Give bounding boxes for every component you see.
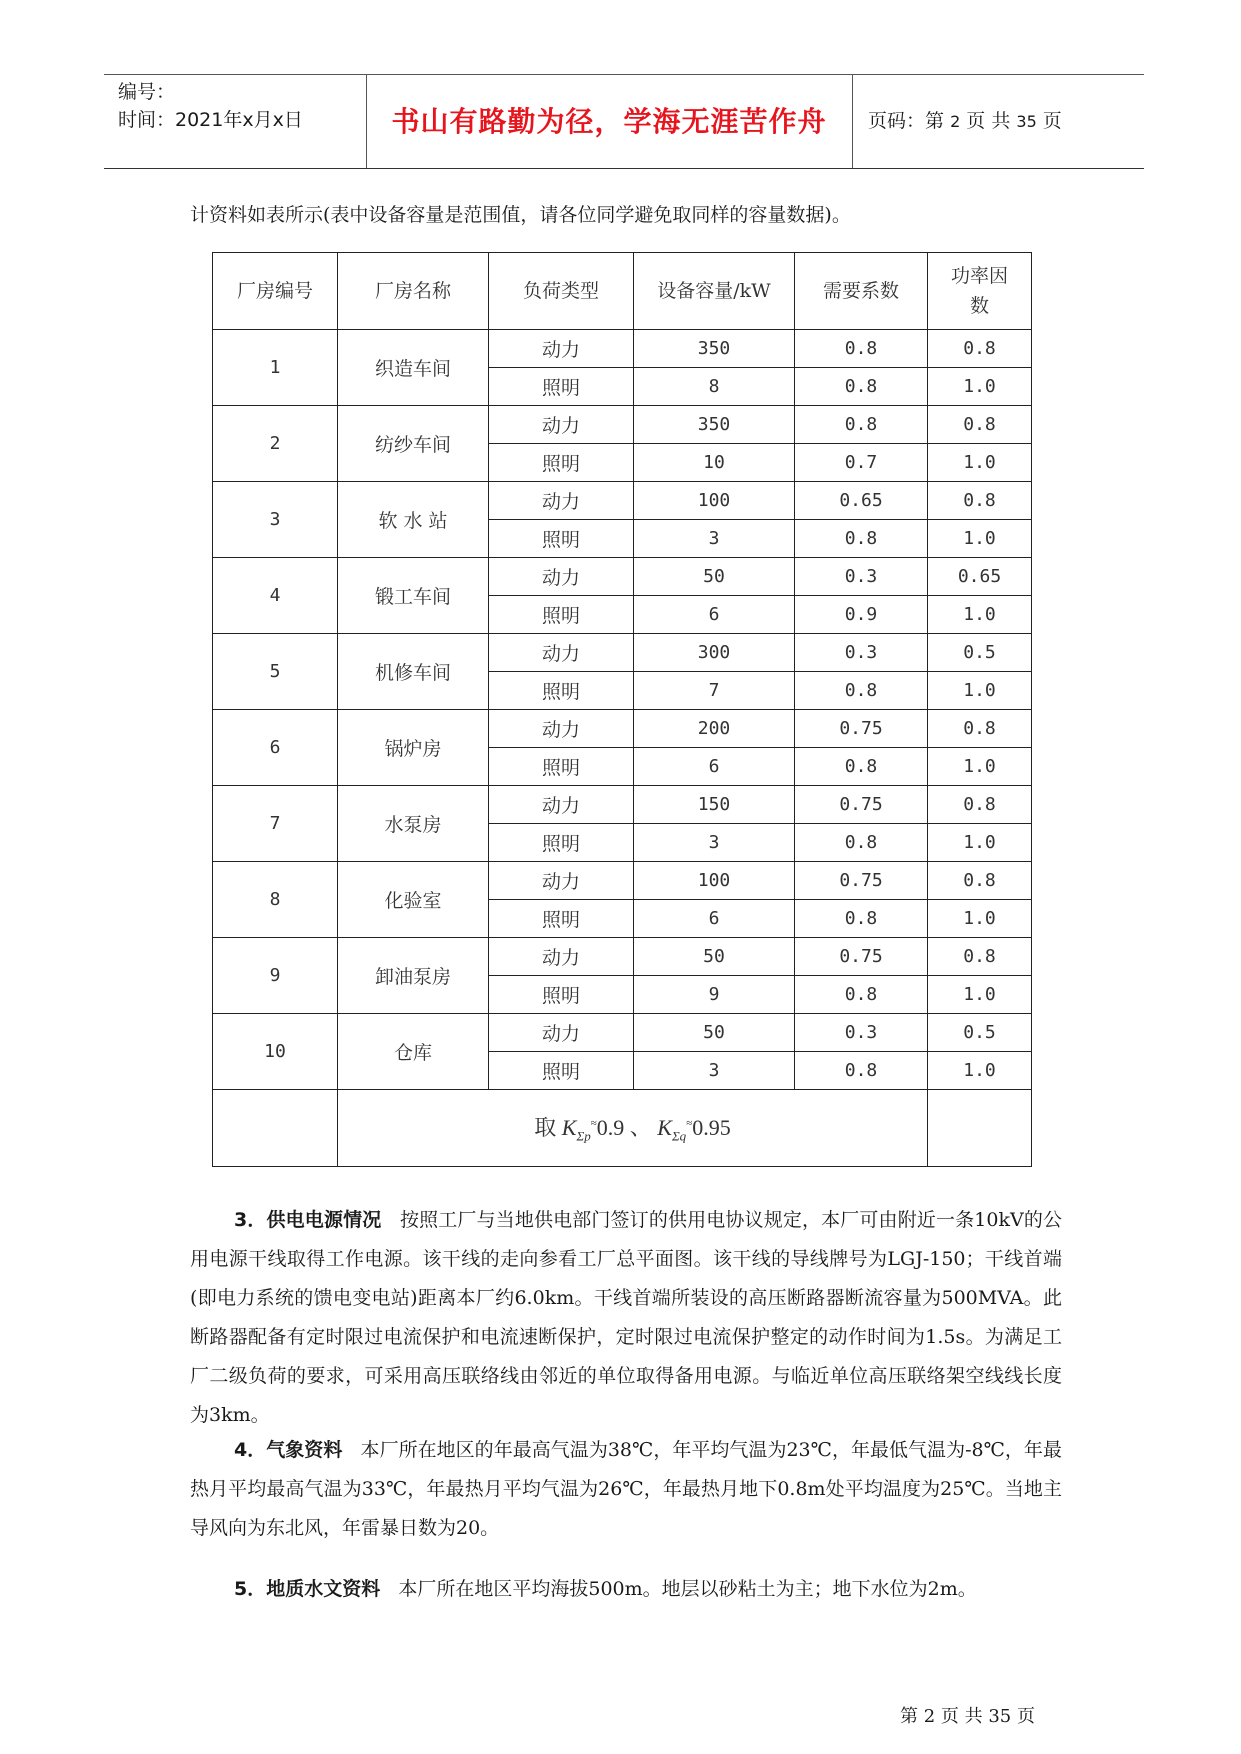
factory-id-cell: 4: [213, 558, 338, 634]
capacity-cell: 3: [634, 520, 795, 558]
power-factor-cell: 1.0: [928, 596, 1032, 634]
load-type-cell: 动力: [489, 330, 634, 368]
demand-factor-cell: 0.75: [795, 938, 928, 976]
factory-name-cell: 软 水 站: [338, 482, 489, 558]
header-cell-name: 厂房名称: [338, 253, 489, 330]
section-text: 按照工厂与当地供电部门签订的供用电协议规定，本厂可由附近一条10kV的公用电源干线取得工作电源。该干线的走向参看工厂总平面图。该干线的导线牌号为LGJ-150；干线首端(即电力系统的馈电变电站)距离本厂约6.0km。干线首端所装设的高压断路器断流容量为500MVA。此断路器配备有定时限过电流保护和电流速断保护，定时限过电流保护整定的动作时间为1.5s。为满足工厂二级负荷的要求，可采用高压联络线由邻近的单位取得备用电源。与临近单位高压联络架空线线长度为3km。: [190, 1209, 1062, 1426]
capacity-cell: 350: [634, 406, 795, 444]
demand-factor-cell: 0.75: [795, 710, 928, 748]
section-title: 供电电源情况: [266, 1209, 382, 1231]
factory-name-cell: 卸油泵房: [338, 938, 489, 1014]
section-weather: 4．气象资料 本厂所在地区的年最高气温为38℃，年平均气温为23℃，年最低气温为-8℃，年最热月平均最高气温为33℃，年最热月平均气温为26℃，年最热月地下0.8m处平均温度为25℃。当地主导风向为东北风，年雷暴日数为20。: [190, 1439, 1062, 1539]
factory-name-cell: 仓库: [338, 1014, 489, 1090]
factory-id-cell: 3: [213, 482, 338, 558]
demand-factor-cell: 0.9: [795, 596, 928, 634]
factory-id-cell: 5: [213, 634, 338, 710]
table-row: [213, 938, 1032, 976]
capacity-cell: 50: [634, 558, 795, 596]
section-text: 本厂所在地区平均海拔500m。地层以砂粘土为主；地下水位为2m。: [398, 1578, 977, 1600]
table-row: [213, 482, 1032, 520]
header-bottom-rule: [104, 168, 1144, 169]
table-row: [213, 862, 1032, 900]
demand-factor-cell: 0.3: [795, 634, 928, 672]
factory-name-cell: 锻工车间: [338, 558, 489, 634]
demand-factor-cell: 0.75: [795, 786, 928, 824]
table-header-row: [213, 253, 1032, 330]
demand-factor-cell: 0.8: [795, 976, 928, 1014]
document-time: 时间：2021年x月x日: [118, 109, 303, 131]
page-prefix: 页码：第: [868, 110, 945, 132]
load-type-cell: 照明: [489, 1052, 634, 1090]
table-formula-row: [213, 1090, 1032, 1167]
power-factor-cell: 1.0: [928, 1052, 1032, 1090]
power-factor-cell: 0.8: [928, 710, 1032, 748]
table-row: [213, 558, 1032, 596]
load-type-cell: 照明: [489, 596, 634, 634]
load-type-cell: 动力: [489, 406, 634, 444]
load-type-cell: 照明: [489, 368, 634, 406]
capacity-cell: 50: [634, 938, 795, 976]
page-suffix: 页: [1042, 110, 1062, 132]
header-page-info: [868, 106, 1062, 133]
header-meta: [118, 78, 303, 134]
power-factor-cell: 0.65: [928, 558, 1032, 596]
power-factor-cell: 0.5: [928, 634, 1032, 672]
section-power-supply: 3．供电电源情况 按照工厂与当地供电部门签订的供用电协议规定，本厂可由附近一条10kV的公用电源干线取得工作电源。该干线的走向参看工厂总平面图。该干线的导线牌号为LGJ-150；干线首端(即电力系统的馈电变电站)距离本厂约6.0km。干线首端所装设的高压断路器断流容量为500MVA。此断路器配备有定时限过电流保护和电流速断保护，定时限过电流保护整定的动作时间为1.5s。为满足工厂二级负荷的要求，可采用高压联络线由邻近的单位取得备用电源。与临近单位高压联络架空线线长度为3km。: [190, 1209, 1062, 1426]
page-footer: 第 2 页 共 35 页: [900, 1706, 1035, 1727]
factory-id-cell: 8: [213, 862, 338, 938]
power-factor-cell: 0.5: [928, 1014, 1032, 1052]
factory-id-cell: 1: [213, 330, 338, 406]
demand-factor-cell: 0.8: [795, 672, 928, 710]
capacity-cell: 50: [634, 1014, 795, 1052]
load-type-cell: 照明: [489, 900, 634, 938]
formula-cell: [338, 1090, 928, 1167]
power-factor-cell: 1.0: [928, 368, 1032, 406]
capacity-cell: 6: [634, 596, 795, 634]
section-title: 气象资料: [266, 1439, 343, 1461]
power-factor-cell: 0.8: [928, 938, 1032, 976]
load-type-cell: 动力: [489, 634, 634, 672]
load-type-cell: 照明: [489, 672, 634, 710]
capacity-cell: 6: [634, 748, 795, 786]
capacity-cell: 100: [634, 482, 795, 520]
header-motto: 书山有路勤为径，学海无涯苦作舟: [391, 105, 827, 138]
factory-name-cell: 水泵房: [338, 786, 489, 862]
header-cell-id: 厂房编号: [213, 253, 338, 330]
header-top-rule: [104, 74, 1144, 75]
demand-factor-cell: 0.8: [795, 748, 928, 786]
section-text: 本厂所在地区的年最高气温为38℃，年平均气温为23℃，年最低气温为-8℃，年最热月平均最高气温为33℃，年最热月平均气温为26℃，年最热月地下0.8m处平均温度为25℃。当地主导风向为东北风，年雷暴日数为20。: [190, 1439, 1062, 1539]
load-type-cell: 照明: [489, 976, 634, 1014]
load-type-cell: 照明: [489, 748, 634, 786]
load-type-cell: 动力: [489, 710, 634, 748]
header-cell-demand-factor: 需要系数: [795, 253, 928, 330]
header-cell-power-factor: 功率因数: [928, 253, 1032, 330]
demand-factor-cell: 0.8: [795, 330, 928, 368]
factory-name-cell: 织造车间: [338, 330, 489, 406]
load-type-cell: 照明: [489, 444, 634, 482]
demand-factor-cell: 0.65: [795, 482, 928, 520]
coefficient-formula: 取 $K_{\Sigma p}^\approx 0.9$ 、 $K_{\Sigma q}^\approx 0.95$: [534, 1115, 731, 1144]
demand-factor-cell: 0.75: [795, 862, 928, 900]
factory-id-cell: 2: [213, 406, 338, 482]
demand-factor-cell: 0.8: [795, 824, 928, 862]
document-number-label: 编号：: [118, 81, 176, 103]
power-factor-cell: 1.0: [928, 748, 1032, 786]
load-type-cell: 动力: [489, 558, 634, 596]
demand-factor-cell: 0.8: [795, 368, 928, 406]
factory-name-cell: 机修车间: [338, 634, 489, 710]
page-total: 35: [1016, 112, 1037, 131]
power-factor-cell: 0.8: [928, 406, 1032, 444]
power-factor-cell: 1.0: [928, 824, 1032, 862]
table-row: [213, 1014, 1032, 1052]
power-factor-cell: 1.0: [928, 444, 1032, 482]
capacity-cell: 7: [634, 672, 795, 710]
header-divider-left: [366, 74, 367, 168]
capacity-cell: 8: [634, 368, 795, 406]
load-type-cell: 动力: [489, 786, 634, 824]
power-factor-cell: 1.0: [928, 672, 1032, 710]
demand-factor-cell: 0.8: [795, 1052, 928, 1090]
table-row: [213, 786, 1032, 824]
formula-empty-cell-right: [928, 1090, 1032, 1167]
page-current: 2: [950, 112, 961, 131]
demand-factor-cell: 0.8: [795, 406, 928, 444]
table-row: [213, 406, 1032, 444]
capacity-cell: 9: [634, 976, 795, 1014]
capacity-cell: 3: [634, 1052, 795, 1090]
capacity-cell: 200: [634, 710, 795, 748]
load-type-cell: 照明: [489, 824, 634, 862]
factory-id-cell: 9: [213, 938, 338, 1014]
demand-factor-cell: 0.3: [795, 558, 928, 596]
capacity-cell: 350: [634, 330, 795, 368]
demand-factor-cell: 0.3: [795, 1014, 928, 1052]
demand-factor-cell: 0.8: [795, 520, 928, 558]
section-geology: 5．地质水文资料 本厂所在地区平均海拔500m。地层以砂粘土为主；地下水位为2m。: [234, 1578, 977, 1600]
capacity-cell: 6: [634, 900, 795, 938]
power-factor-cell: 0.8: [928, 862, 1032, 900]
page-mid: 页 共: [966, 110, 1011, 132]
table-row: [213, 330, 1032, 368]
capacity-cell: 10: [634, 444, 795, 482]
load-type-cell: 动力: [489, 938, 634, 976]
factory-name-cell: 纺纱车间: [338, 406, 489, 482]
factory-name-cell: 化验室: [338, 862, 489, 938]
power-factor-cell: 0.8: [928, 786, 1032, 824]
header-divider-right: [852, 74, 853, 168]
power-factor-cell: 1.0: [928, 900, 1032, 938]
power-factor-cell: 0.8: [928, 482, 1032, 520]
header-cell-load-type: 负荷类型: [489, 253, 634, 330]
factory-load-table: [212, 252, 1032, 1167]
load-type-cell: 动力: [489, 1014, 634, 1052]
factory-id-cell: 10: [213, 1014, 338, 1090]
capacity-cell: 3: [634, 824, 795, 862]
factory-id-cell: 6: [213, 710, 338, 786]
demand-factor-cell: 0.7: [795, 444, 928, 482]
header-cell-capacity: 设备容量/kW: [634, 253, 795, 330]
capacity-cell: 100: [634, 862, 795, 900]
factory-name-cell: 锅炉房: [338, 710, 489, 786]
table-row: [213, 710, 1032, 748]
demand-factor-cell: 0.8: [795, 900, 928, 938]
load-type-cell: 动力: [489, 482, 634, 520]
power-factor-cell: 1.0: [928, 976, 1032, 1014]
load-type-cell: 照明: [489, 520, 634, 558]
capacity-cell: 300: [634, 634, 795, 672]
load-type-cell: 动力: [489, 862, 634, 900]
table-body: [213, 330, 1032, 1090]
factory-id-cell: 7: [213, 786, 338, 862]
capacity-cell: 150: [634, 786, 795, 824]
power-factor-cell: 0.8: [928, 330, 1032, 368]
intro-text: 计资料如表所示(表中设备容量是范围值，请各位同学避免取同样的容量数据)。: [190, 204, 851, 226]
page-header: [104, 74, 1144, 170]
power-factor-cell: 1.0: [928, 520, 1032, 558]
formula-empty-cell-left: [213, 1090, 338, 1167]
table-row: [213, 634, 1032, 672]
section-title: 地质水文资料: [266, 1578, 381, 1600]
